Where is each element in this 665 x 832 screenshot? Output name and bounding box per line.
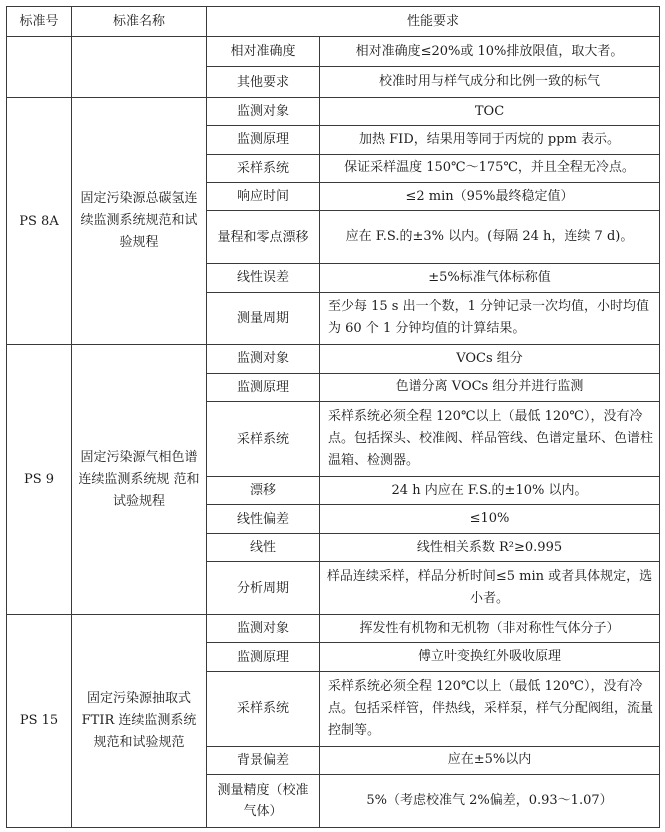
item-label: 背景偏差 <box>207 746 320 774</box>
item-label: 量程和零点漂移 <box>207 211 320 264</box>
requirement-text: 加热 FID，结果用等同于丙烷的 ppm 表示。 <box>320 126 660 154</box>
item-label: 漂移 <box>207 477 320 505</box>
requirement-text: 保证采样温度 150℃～175℃，并且全程无冷点。 <box>320 154 660 182</box>
item-label: 测量精度（校准气体） <box>207 775 320 828</box>
item-label: 监测对象 <box>207 97 320 125</box>
table-row <box>7 37 660 67</box>
item-label: 测量周期 <box>207 292 320 345</box>
header-row <box>7 7 660 37</box>
item-label: 线性误差 <box>207 264 320 292</box>
header-standard-name: 标准名称 <box>72 7 207 37</box>
empty-standard-no-cell <box>7 37 72 98</box>
requirement-text: 相对准确度≤20%或 10%排放限值，取大者。 <box>320 37 660 67</box>
requirement-text: TOC <box>320 97 660 125</box>
item-label: 响应时间 <box>207 183 320 211</box>
requirement-text: 应在±5%以内 <box>320 746 660 774</box>
standard-no-ps9: PS 9 <box>7 345 72 615</box>
item-label: 线性 <box>207 533 320 561</box>
item-label: 线性偏差 <box>207 505 320 533</box>
item-label: 监测对象 <box>207 614 320 642</box>
table-row <box>7 345 660 373</box>
item-label: 相对准确度 <box>207 37 320 67</box>
table-row <box>7 97 660 125</box>
requirement-text: ≤2 min（95%最终稳定值） <box>320 183 660 211</box>
item-label: 采样系统 <box>207 154 320 182</box>
standard-no-ps15: PS 15 <box>7 614 72 827</box>
standard-name-ps15: 固定污染源抽取式 FTIR 连续监测系统 规范和试验规范 <box>72 614 207 827</box>
requirement-text: VOCs 组分 <box>320 345 660 373</box>
standard-name-ps8a: 固定污染源总碳氢连续监测系统规范和试验规程 <box>72 97 207 344</box>
requirement-text: 5%（考虑校准气 2%偏差，0.93～1.07） <box>320 775 660 828</box>
item-label: 监测对象 <box>207 345 320 373</box>
requirement-text: ±5%标准气体标称值 <box>320 264 660 292</box>
performance-spec-table <box>6 6 660 828</box>
item-label: 监测原理 <box>207 373 320 401</box>
standard-name-ps9: 固定污染源气相色谱连续监测系统规 范和试验规程 <box>72 345 207 615</box>
requirement-text: 采样系统必须全程 120℃以上（最低 120℃），没有冷点。包括探头、校准阀、样品管线、色谱定量环、色谱柱温箱、检测器。 <box>320 402 660 477</box>
empty-standard-name-cell <box>72 37 207 98</box>
requirement-text: 样品连续采样，样品分析时间≤5 min 或者具体规定，选小者。 <box>320 562 660 615</box>
item-label: 采样系统 <box>207 671 320 746</box>
requirement-text: 至少每 15 s 出一个数，1 分钟记录一次均值，小时均值为 60 个 1 分钟均值的计算结果。 <box>320 292 660 345</box>
item-label: 监测原理 <box>207 126 320 154</box>
standard-no-ps8a: PS 8A <box>7 97 72 344</box>
requirement-text: ≤10% <box>320 505 660 533</box>
requirement-text: 应在 F.S.的±3% 以内。(每隔 24 h，连续 7 d)。 <box>320 211 660 264</box>
item-label: 分析周期 <box>207 562 320 615</box>
requirement-text: 傅立叶变换红外吸收原理 <box>320 643 660 671</box>
requirement-text: 线性相关系数 R²≥0.995 <box>320 533 660 561</box>
requirement-text: 校准时用与样气成分和比例一致的标气 <box>320 67 660 97</box>
requirement-text: 24 h 内应在 F.S.的±10% 以内。 <box>320 477 660 505</box>
table-row <box>7 614 660 642</box>
requirement-text: 色谱分离 VOCs 组分并进行监测 <box>320 373 660 401</box>
item-label: 其他要求 <box>207 67 320 97</box>
requirement-text: 挥发性有机物和无机物（非对称性气体分子） <box>320 614 660 642</box>
item-label: 采样系统 <box>207 402 320 477</box>
header-standard-no: 标准号 <box>7 7 72 37</box>
header-performance: 性能要求 <box>207 7 660 37</box>
requirement-text: 采样系统必须全程 120℃以上（最低 120℃），没有冷点。包括采样管，伴热线，采样泵，样气分配阀组，流量控制等。 <box>320 671 660 746</box>
item-label: 监测原理 <box>207 643 320 671</box>
